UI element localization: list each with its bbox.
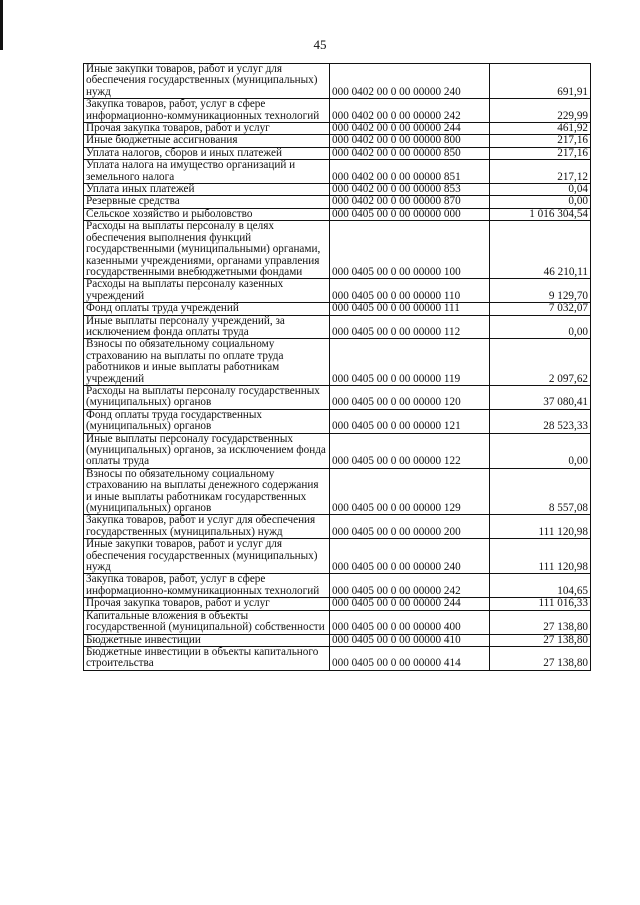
- row-name-cell: Расходы на выплаты персоналу в целях обеспечения выполнения функций государственными (муниципальными) органами, казенными учреждениями, органами управления государственными внебюджетными фондами: [84, 221, 330, 279]
- row-amount-cell: 111 016,33: [490, 598, 591, 610]
- row-name-cell: Закупка товаров, работ и услуг для обеспечения государственных (муниципальных) нужд: [84, 515, 330, 539]
- row-name-cell: Взносы по обязательному социальному страхованию на выплаты денежного содержания и иные выплаты работникам государственных (муниципальных) органов: [84, 468, 330, 515]
- row-name-cell: Иные выплаты персоналу учреждений, за исключением фонда оплаты труда: [84, 315, 330, 339]
- table-row: [84, 99, 591, 123]
- row-name-cell: Резервные средства: [84, 196, 330, 208]
- row-code-cell: 000 0405 00 0 00 00000 121: [330, 409, 490, 433]
- row-amount-cell: 461,92: [490, 123, 591, 135]
- row-name-cell: Уплата налогов, сборов и иных платежей: [84, 147, 330, 159]
- row-code-cell: 000 0405 00 0 00 00000 100: [330, 221, 490, 279]
- row-amount-cell: 229,99: [490, 99, 591, 123]
- row-name-cell: Иные закупки товаров, работ и услуг для обеспечения государственных (муниципальных) нужд: [84, 64, 330, 99]
- row-amount-cell: 111 120,98: [490, 515, 591, 539]
- row-name-cell: Бюджетные инвестиции в объекты капитального строительства: [84, 646, 330, 670]
- row-amount-cell: 27 138,80: [490, 634, 591, 646]
- row-code-cell: 000 0405 00 0 00 00000 200: [330, 515, 490, 539]
- budget-table: [83, 63, 591, 671]
- page-number: 45: [313, 37, 327, 52]
- table-row: [84, 646, 591, 670]
- row-name-cell: Бюджетные инвестиции: [84, 634, 330, 646]
- row-name-cell: Закупка товаров, работ, услуг в сфере информационно-коммуникационных технологий: [84, 99, 330, 123]
- row-code-cell: 000 0405 00 0 00 00000 400: [330, 610, 490, 634]
- budget-table-body: [84, 64, 591, 671]
- row-code-cell: 000 0402 00 0 00 00000 850: [330, 147, 490, 159]
- row-amount-cell: 28 523,33: [490, 409, 591, 433]
- row-amount-cell: 104,65: [490, 574, 591, 598]
- row-amount-cell: 46 210,11: [490, 221, 591, 279]
- row-amount-cell: 27 138,80: [490, 646, 591, 670]
- table-row: [84, 64, 591, 99]
- row-name-cell: Фонд оплаты труда учреждений: [84, 303, 330, 315]
- row-amount-cell: 0,00: [490, 433, 591, 468]
- row-code-cell: 000 0405 00 0 00 00000 110: [330, 279, 490, 303]
- table-row: [84, 147, 591, 159]
- row-name-cell: Сельское хозяйство и рыболовство: [84, 208, 330, 220]
- table-row: [84, 135, 591, 147]
- table-row: [84, 634, 591, 646]
- row-code-cell: 000 0405 00 0 00 00000 244: [330, 598, 490, 610]
- row-amount-cell: 7 032,07: [490, 303, 591, 315]
- table-row: [84, 184, 591, 196]
- row-code-cell: 000 0405 00 0 00 00000 120: [330, 385, 490, 409]
- row-name-cell: Расходы на выплаты персоналу государственных (муниципальных) органов: [84, 385, 330, 409]
- row-amount-cell: 0,04: [490, 184, 591, 196]
- row-name-cell: Прочая закупка товаров, работ и услуг: [84, 123, 330, 135]
- row-amount-cell: 9 129,70: [490, 279, 591, 303]
- table-row: [84, 221, 591, 279]
- row-amount-cell: 0,00: [490, 315, 591, 339]
- row-code-cell: 000 0405 00 0 00 00000 240: [330, 539, 490, 574]
- row-code-cell: 000 0405 00 0 00 00000 122: [330, 433, 490, 468]
- row-name-cell: Фонд оплаты труда государственных (муниципальных) органов: [84, 409, 330, 433]
- row-name-cell: Иные закупки товаров, работ и услуг для обеспечения государственных (муниципальных) нужд: [84, 539, 330, 574]
- table-row: [84, 598, 591, 610]
- row-amount-cell: 27 138,80: [490, 610, 591, 634]
- row-code-cell: 000 0402 00 0 00 00000 870: [330, 196, 490, 208]
- row-name-cell: Капитальные вложения в объекты государственной (муниципальной) собственности: [84, 610, 330, 634]
- row-code-cell: 000 0405 00 0 00 00000 119: [330, 339, 490, 386]
- row-code-cell: 000 0402 00 0 00 00000 244: [330, 123, 490, 135]
- row-name-cell: Иные выплаты персоналу государственных (муниципальных) органов, за исключением фонда оплаты труда: [84, 433, 330, 468]
- table-row: [84, 433, 591, 468]
- table-row: [84, 196, 591, 208]
- table-row: [84, 123, 591, 135]
- row-code-cell: 000 0402 00 0 00 00000 240: [330, 64, 490, 99]
- row-code-cell: 000 0402 00 0 00 00000 800: [330, 135, 490, 147]
- row-amount-cell: 217,16: [490, 147, 591, 159]
- row-code-cell: 000 0405 00 0 00 00000 000: [330, 208, 490, 220]
- row-amount-cell: 1 016 304,54: [490, 208, 591, 220]
- row-amount-cell: 8 557,08: [490, 468, 591, 515]
- row-code-cell: 000 0405 00 0 00 00000 414: [330, 646, 490, 670]
- table-row: [84, 279, 591, 303]
- table-row: [84, 303, 591, 315]
- row-name-cell: Иные бюджетные ассигнования: [84, 135, 330, 147]
- table-row: [84, 409, 591, 433]
- row-name-cell: Уплата иных платежей: [84, 184, 330, 196]
- row-amount-cell: 217,16: [490, 135, 591, 147]
- table-row: [84, 468, 591, 515]
- row-name-cell: Расходы на выплаты персоналу казенных учреждений: [84, 279, 330, 303]
- table-row: [84, 515, 591, 539]
- row-code-cell: 000 0402 00 0 00 00000 242: [330, 99, 490, 123]
- table-row: [84, 385, 591, 409]
- table-row: [84, 610, 591, 634]
- row-amount-cell: 111 120,98: [490, 539, 591, 574]
- row-amount-cell: 217,12: [490, 160, 591, 184]
- row-code-cell: 000 0405 00 0 00 00000 112: [330, 315, 490, 339]
- table-row: [84, 574, 591, 598]
- table-row: [84, 208, 591, 220]
- row-amount-cell: 691,91: [490, 64, 591, 99]
- table-row: [84, 539, 591, 574]
- row-code-cell: 000 0405 00 0 00 00000 410: [330, 634, 490, 646]
- table-row: [84, 339, 591, 386]
- table-row: [84, 160, 591, 184]
- row-amount-cell: 2 097,62: [490, 339, 591, 386]
- row-code-cell: 000 0405 00 0 00 00000 111: [330, 303, 490, 315]
- row-code-cell: 000 0405 00 0 00 00000 242: [330, 574, 490, 598]
- row-name-cell: Уплата налога на имущество организаций и земельного налога: [84, 160, 330, 184]
- row-name-cell: Взносы по обязательному социальному страхованию на выплаты по оплате труда работников и иные выплаты работникам учреждений: [84, 339, 330, 386]
- row-code-cell: 000 0402 00 0 00 00000 851: [330, 160, 490, 184]
- row-code-cell: 000 0402 00 0 00 00000 853: [330, 184, 490, 196]
- table-row: [84, 315, 591, 339]
- row-code-cell: 000 0405 00 0 00 00000 129: [330, 468, 490, 515]
- row-amount-cell: 37 080,41: [490, 385, 591, 409]
- row-name-cell: Закупка товаров, работ, услуг в сфере информационно-коммуникационных технологий: [84, 574, 330, 598]
- row-name-cell: Прочая закупка товаров, работ и услуг: [84, 598, 330, 610]
- row-amount-cell: 0,00: [490, 196, 591, 208]
